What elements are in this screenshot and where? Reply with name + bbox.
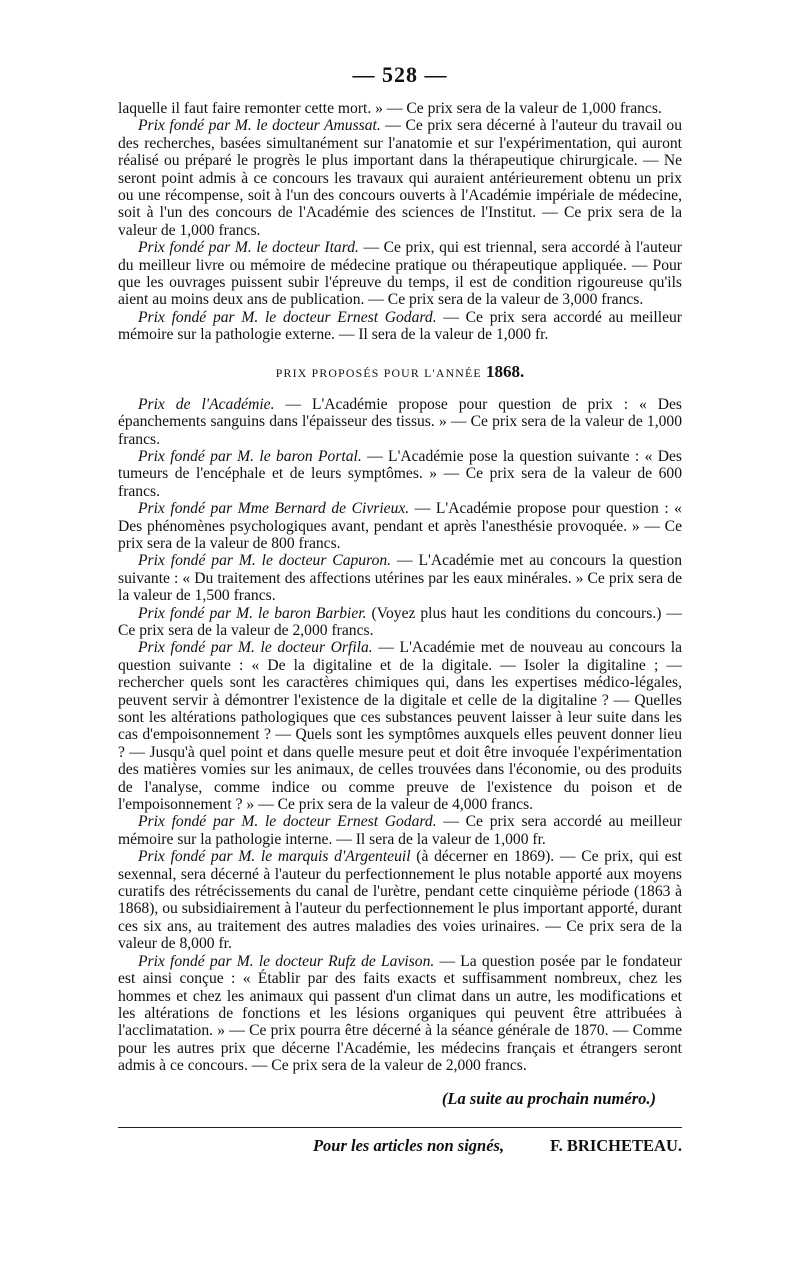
page-number: — 528 — xyxy=(352,62,448,87)
prize-title: Prix fondé par Mme Bernard de Civrieux. xyxy=(138,500,410,518)
signature-name: F. BRICHETEAU. xyxy=(550,1135,682,1155)
prize-text: — La question posée par le fondateur est ainsi conçue : « Établir par des faits exacts et suffisamment nombreux, chez les hommes et chez les animaux qui passent d'un climat dans un autre, les modifications et les altérations de fonctions et les lésions organiques qui peuvent être attribuées à l'acclimatation. » — Ce prix pourra être décerné à la séance générale de 1870. — Comme pour les autres prix que décerne l'Académie, les médecins français et étrangers seront admis à ce concours. — Ce prix sera de la valeur de 2,000 francs. xyxy=(118,952,682,1075)
prize-title: Prix fondé par M. le marquis d'Argenteuil xyxy=(138,848,411,866)
prize-paragraph xyxy=(118,396,682,448)
prize-paragraph xyxy=(118,239,682,309)
continuation-note: (La suite au prochain numéro.) xyxy=(441,1088,656,1108)
prize-paragraph xyxy=(118,448,682,500)
prize-paragraph xyxy=(118,309,682,344)
current-prizes-list xyxy=(118,117,682,343)
prize-title: Prix fondé par M. le docteur Ernest Godard. xyxy=(138,813,437,831)
prize-title: Prix fondé par M. le baron Barbier. xyxy=(138,604,367,622)
prize-paragraph xyxy=(118,813,682,848)
signature-line xyxy=(118,1136,682,1156)
section-heading-text: PRIX PROPOSÉS POUR L'ANNÉE xyxy=(275,365,486,380)
prize-text: — Ce prix, qui est triennal, sera accordé à l'auteur du meilleur livre ou mémoire de médecine pratique ou thérapeutique appliquée. — Pour que les ouvrages puissent subir l'épreuve du temps, il est de condition rigoureuse qu'ils aient au moins deux ans de publication. — Ce prix sera de la valeur de 3,000 francs. xyxy=(118,239,682,309)
prize-title: Prix fondé par M. le docteur Amussat. xyxy=(138,117,381,135)
prize-text: (à décerner en 1869). — Ce prix, qui est sexennal, sera décerné à l'auteur du perfectionnement le plus notable apporté aux moyens curatifs des rétrécissements du canal de l'urètre, pendant cette cinquième période (1863 à 1868), ou subsidiairement à l'auteur du perfectionnement le plus important apporté, durant ces six ans, au traitement des autres maladies des voies urinaires. — Ce prix sera de la valeur de 8,000 fr. xyxy=(118,848,682,953)
section-heading-year: 1868. xyxy=(485,361,525,381)
body-text xyxy=(118,100,682,1075)
prize-text: — L'Académie pose la question suivante : « Des tumeurs de l'encéphale et de leurs symptômes. » — Ce prix sera de la valeur de 600 francs. xyxy=(118,447,682,500)
prize-text: — L'Académie propose pour question : « Des phénomènes psychologiques avant, pendant et après l'anesthésie provoquée. » — Ce prix sera de la valeur de 800 francs. xyxy=(118,500,682,552)
prize-title: Prix fondé par M. le docteur Rufz de Lavison. xyxy=(138,952,435,970)
prize-text: — Ce prix sera accordé au meilleur mémoire sur la pathologie interne. — Il sera de la valeur de 1,000 fr. xyxy=(118,813,682,848)
prize-text: — Ce prix sera décerné à l'auteur du travail ou des recherches, basées simultanément sur l'anatomie et sur l'expérimentation, qui auront réalisé ou préparé le progrès le plus important dans la thérapeutique chirurgicale. — Ne seront point admis à ce concours les travaux qui auraient antérieurement obtenu un prix ou une récompense, soit à l'un des concours ouverts à l'Académie impériale de médecine, soit à l'un des concours de l'Académie des sciences de l'Institut. — Ce prix sera de la valeur de 1,000 francs. xyxy=(118,117,682,239)
prize-title: Prix fondé par M. le docteur Orfila. xyxy=(138,639,373,657)
prizes-1868-list xyxy=(118,396,682,1075)
prize-paragraph xyxy=(118,848,682,952)
prize-paragraph xyxy=(118,953,682,1075)
prize-paragraph xyxy=(118,605,682,640)
prize-text: — L'Académie met de nouveau au concours la question suivante : « De la digitaline et de la digitale. — Isoler la digitaline ; — rechercher quels sont les caractères chimiques qui, dans les expertises médico-légales, peuvent servir à démontrer l'existence de la digitale et celle de la digitaline ? — Quelles sont les altérations pathologiques que ces substances peuvent laisser à leur suite dans les cas d'empoisonnement ? — Quels sont les symptômes auxquels elles peuvent donner lieu ? — Jusqu'à quel point et dans quelle mesure peut et doit être invoquée l'expérimentation des matières vomies sur les animaux, de celles trouvées dans l'économie, ou des produits de l'analyse, comme indice ou comme preuve de l'existence du poison et de l'empoisonnement ? » — Ce prix sera de la valeur de 4,000 francs. xyxy=(118,639,683,814)
prize-title: Prix fondé par M. le docteur Itard. xyxy=(138,239,359,257)
prize-title: Prix fondé par M. le docteur Capuron. xyxy=(138,552,392,570)
signature-divider xyxy=(118,1127,682,1128)
prize-paragraph xyxy=(118,639,682,813)
prize-paragraph xyxy=(118,500,682,552)
prize-text: — L'Académie propose pour question de prix : « Des épanchements sanguins dans l'épaisseur des tissus. » — Ce prix sera de la valeur de 1,000 francs. xyxy=(118,395,682,448)
prize-text: — Ce prix sera accordé au meilleur mémoire sur la pathologie externe. — Il sera de la valeur de 1,000 fr. xyxy=(118,308,682,344)
prize-paragraph xyxy=(118,552,682,604)
prize-title: Prix fondé par M. le docteur Ernest Godard. xyxy=(138,308,437,326)
intro-paragraph: laquelle il faut faire remonter cette mort. » — Ce prix sera de la valeur de 1,000 francs. xyxy=(118,100,662,117)
section-heading xyxy=(118,362,682,382)
prize-text: (Voyez plus haut les conditions du concours.) — Ce prix sera de la valeur de 2,000 francs. xyxy=(118,604,682,639)
prize-text: — L'Académie met au concours la question suivante : « Du traitement des affections utérines par les eaux minérales. » Ce prix sera de la valeur de 1,500 francs. xyxy=(118,552,682,605)
prize-paragraph xyxy=(118,117,682,239)
prize-title: Prix de l'Académie. xyxy=(138,395,275,413)
signature-label: Pour les articles non signés, xyxy=(312,1135,505,1155)
prize-title: Prix fondé par M. le baron Portal. xyxy=(138,447,362,465)
